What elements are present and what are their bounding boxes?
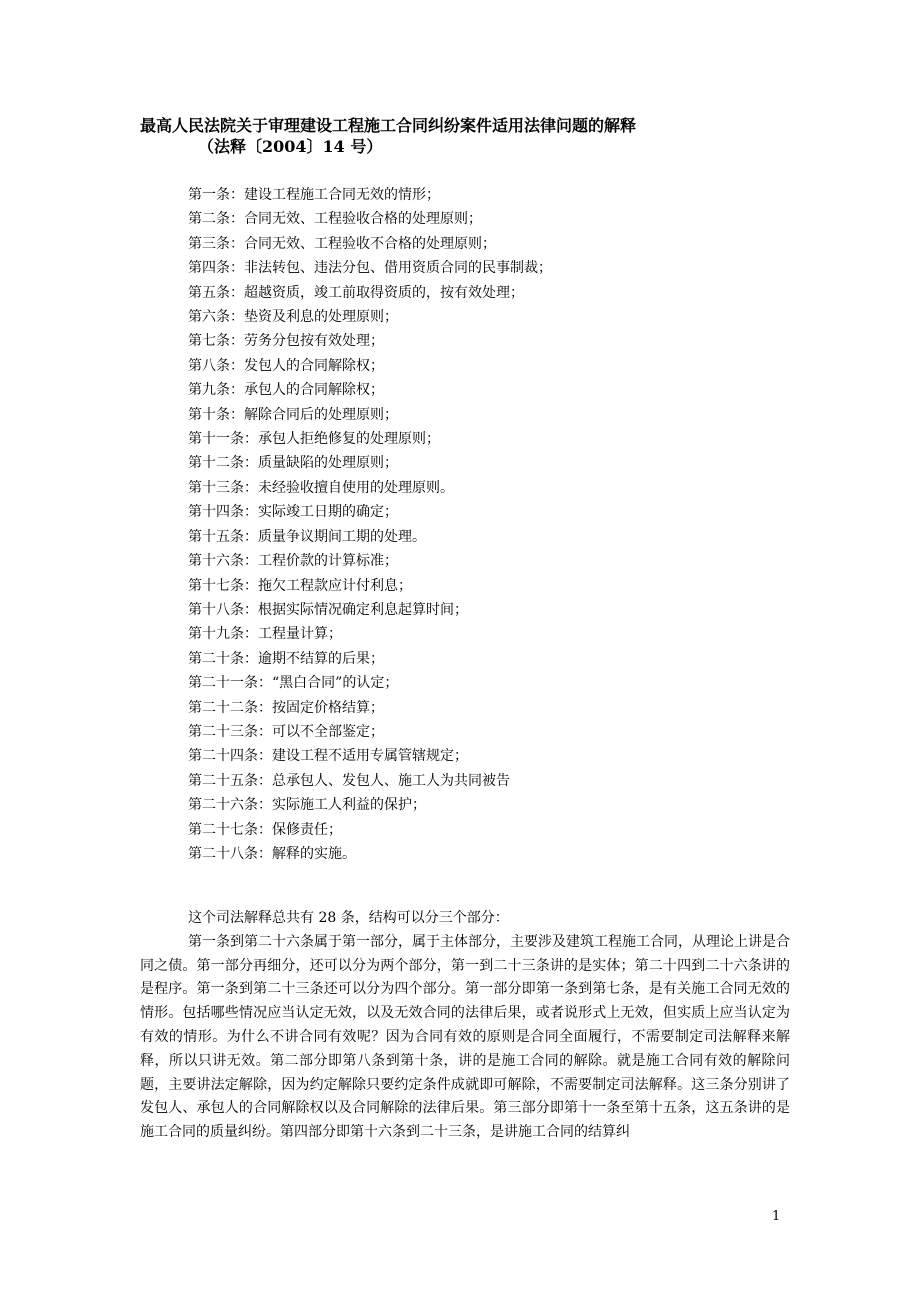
article-item: 第二十二条：按固定价格结算； — [188, 699, 384, 716]
article-item: 第七条：劳务分包按有效处理； — [188, 333, 384, 350]
article-item: 第十五条：质量争议期间工期的处理。 — [188, 528, 426, 545]
article-item: 第一条：建设工程施工合同无效的情形； — [188, 187, 440, 203]
article-item: 第五条：超越资质，竣工前取得资质的，按有效处理； — [188, 284, 524, 301]
article-item: 第六条：垫资及利息的处理原则； — [188, 309, 398, 326]
article-item: 第二十七条：保修责任； — [188, 821, 342, 838]
article-item: 第十二条：质量缺陷的处理原则； — [188, 455, 398, 472]
paragraph: 这个司法解释总共有 28 条，结构可以分三个部分： — [188, 910, 509, 926]
commentary-text — [140, 907, 790, 1145]
article-item: 第十七条：拖欠工程款应计付利息； — [188, 577, 412, 594]
document-title: 最高人民法院关于审理建设工程施工合同纠纷案件适用法律问题的解释 — [140, 116, 637, 135]
paragraph: 第一条到第二十六条属于第一部分，属于主体部分，主要涉及建筑工程施工合同，从理论上讲是合同之债。第一部分再细分，还可以分为两个部分，第一到二十三条讲的是实体；第二十四到二十六条讲的是程序。第一条到第二十三条还可以分为四个部分。第一部分即第一条到第七条，是有关施工合同无效的情形。包括哪些情况应当认定无效，以及无效合同的法律后果，或者说形式上无效，但实质上应当认定为有效的情形。为什么不讲合同有效呢？因为合同有效的原则是合同全面履行，不需要制定司法解释来解释，所以只讲无效。第二部分即第八条到第十条，讲的是施工合同的解除。就是施工合同有效的解除问题，主要讲法定解除，因为约定解除只要约定条件成就即可解除，不需要制定司法解释。这三条分别讲了发包人、承包人的合同解除权以及合同解除的法律后果。第三部分即第十一条至第十五条，这五条讲的是施工合同的质量纠纷。第四部分即第十六条到二十三条，是讲施工合同的结算纠 — [140, 933, 790, 1141]
article-item: 第二十一条：“黑白合同”的认定； — [188, 675, 399, 692]
article-list — [188, 183, 552, 866]
article-item: 第二十八条：解释的实施。 — [188, 845, 356, 862]
article-item: 第二十四条：建设工程不适用专属管辖规定； — [188, 748, 468, 765]
article-item: 第二十六条：实际施工人利益的保护； — [188, 797, 426, 814]
article-item: 第十四条：实际竣工日期的确定； — [188, 504, 398, 521]
article-item: 第八条：发包人的合同解除权； — [188, 357, 384, 374]
article-item: 第十八条：根据实际情况确定利息起算时间； — [188, 601, 468, 618]
article-item: 第九条：承包人的合同解除权； — [188, 382, 384, 399]
article-item: 第十一条：承包人拒绝修复的处理原则； — [188, 431, 440, 448]
document-subtitle: （法释〔2004〕14 号） — [198, 137, 383, 156]
article-item: 第十条：解除合同后的处理原则； — [188, 406, 398, 423]
article-item: 第二条：合同无效、工程验收合格的处理原则； — [188, 211, 482, 228]
page-number: 1 — [772, 1209, 781, 1224]
article-item: 第三条：合同无效、工程验收不合格的处理原则； — [188, 235, 496, 252]
article-item: 第十三条：未经验收擅自使用的处理原则。 — [188, 479, 454, 496]
article-item: 第十九条：工程量计算； — [188, 626, 342, 643]
article-item: 第二十五条：总承包人、发包人、施工人为共同被告 — [188, 772, 510, 789]
article-item: 第十六条：工程价款的计算标准； — [188, 553, 398, 570]
article-item: 第四条：非法转包、违法分包、借用资质合同的民事制裁； — [188, 260, 552, 277]
article-item: 第二十条：逾期不结算的后果； — [188, 650, 384, 667]
article-item: 第二十三条：可以不全部鉴定； — [188, 723, 384, 740]
